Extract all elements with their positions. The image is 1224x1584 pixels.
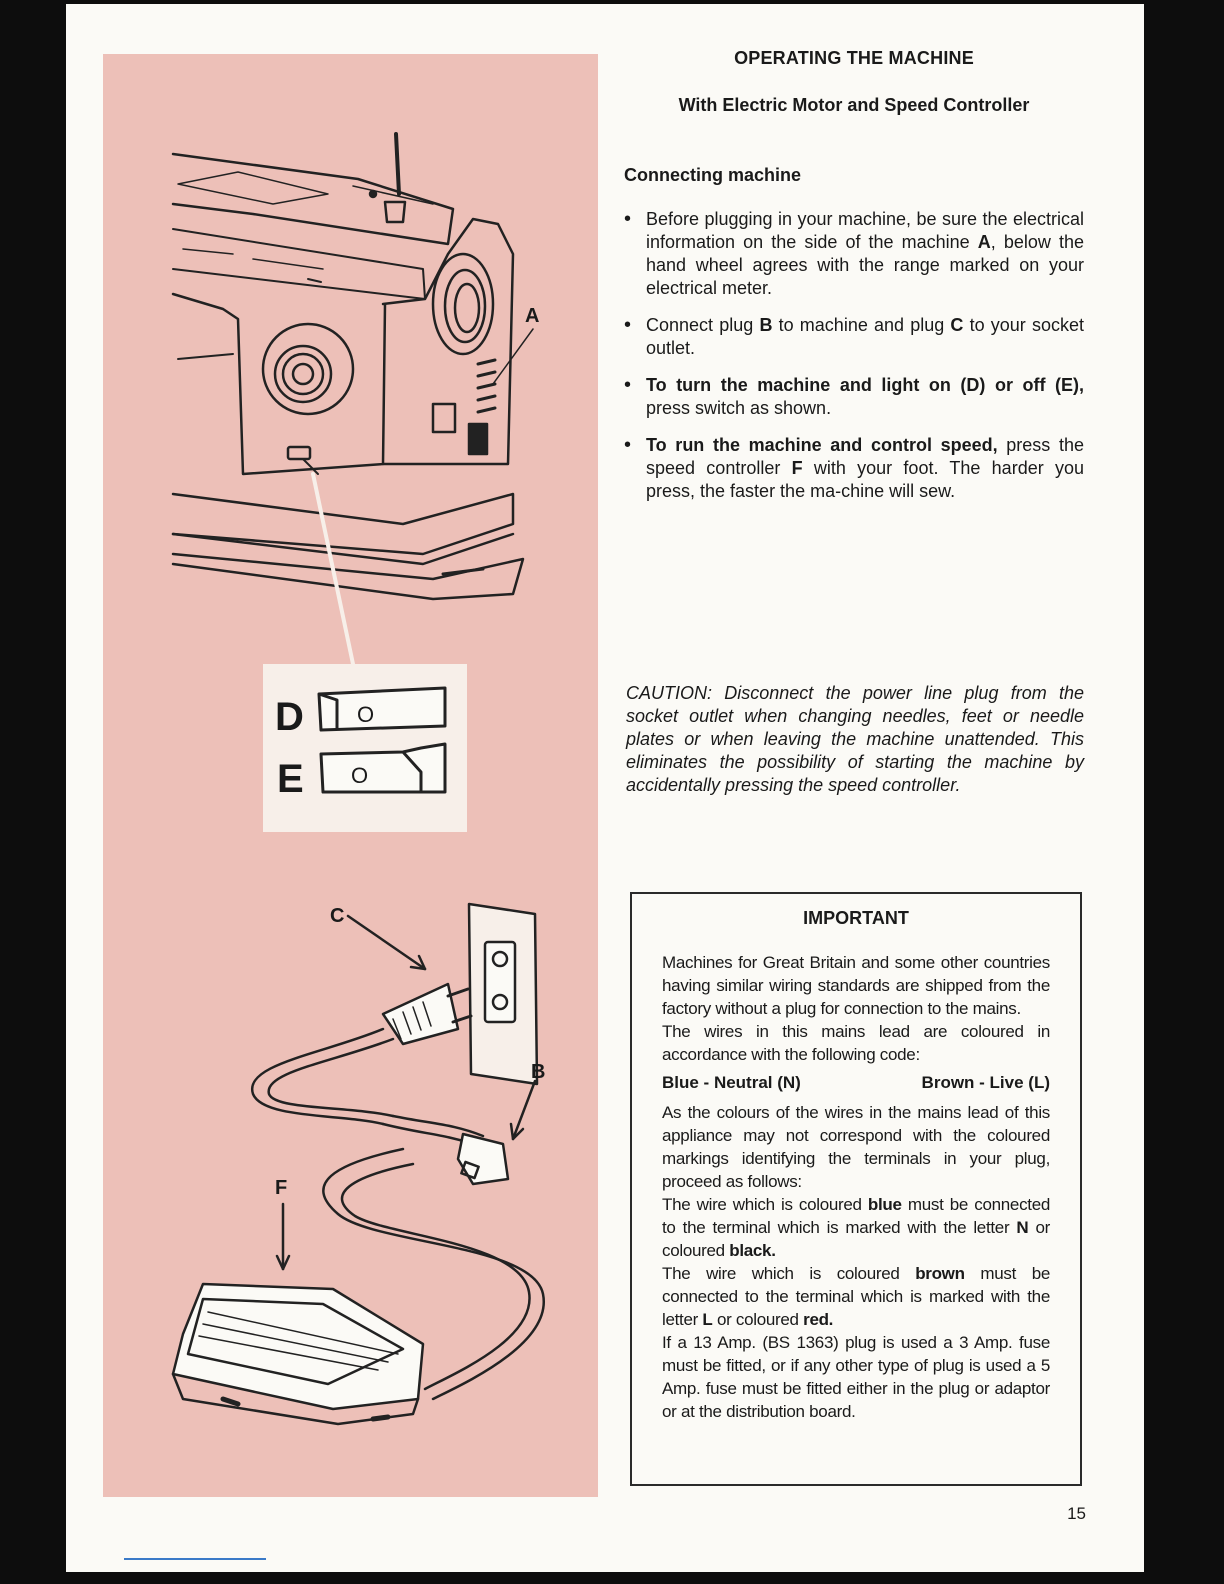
page-number: 15 [1067, 1504, 1086, 1523]
important-box [630, 892, 1082, 1486]
machine-front-panel [173, 294, 385, 474]
code-neutral: Blue - Neutral (N) [662, 1073, 801, 1092]
list-item: • To run the machine and control speed, press the speed controller F with your foot. The harder you press, the faster the ma-chine will sew. [622, 434, 1084, 503]
label-c: C [330, 905, 345, 927]
power-cord [252, 1029, 383, 1124]
list-item: • Connect plug B to machine and plug C to your socket outlet. [622, 314, 1084, 360]
list-item: • Before plugging in your machine, be sure the electrical information on the side of the machine A, below the hand wheel agrees with the range marked on your electrical meter. [622, 208, 1084, 300]
label-b: B [531, 1061, 546, 1083]
instruction-list [622, 208, 1084, 517]
important-title: IMPORTANT [803, 908, 909, 928]
illustration-panel [103, 54, 598, 1497]
important-paragraph: The wire which is coloured brown must be connected to the terminal which is marked with the letter L or coloured red. [662, 1264, 1051, 1329]
list-item: • To turn the machine and light on (D) or off (E), press switch as shown. [622, 374, 1084, 420]
important-paragraph: The wire which is coloured blue must be connected to the terminal which is marked with the letter N or coloured black. [662, 1195, 1051, 1260]
switch-e-mark: O [351, 763, 369, 788]
plug-b [458, 1134, 508, 1184]
page-title: OPERATING THE MACHINE [734, 48, 974, 68]
important-paragraph: The wires in this mains lead are coloured in accordance with the following code: [662, 1022, 1050, 1064]
label-a: A [525, 305, 540, 327]
label-d: D [275, 695, 304, 739]
machine-base [173, 494, 513, 554]
sewing-machine-illustration [103, 54, 598, 1497]
page-subtitle: With Electric Motor and Speed Controller [678, 95, 1030, 115]
switch-d-mark: O [357, 702, 375, 727]
light-switch [288, 447, 310, 459]
manual-page [66, 4, 1144, 1572]
machine-side-panel [383, 219, 513, 464]
section-heading: Connecting machine [624, 165, 802, 185]
code-live: Brown - Live (L) [921, 1073, 1050, 1092]
label-e: E [277, 757, 304, 801]
caution-note: CAUTION: Disconnect the power line plug from the socket outlet when changing needles, feet or needle plates or when leaving the machine unattended. This eliminates the possibility of starting the machine by accidentally pressing the speed controller. [626, 683, 1084, 795]
important-paragraph: Machines for Great Britain and some other countries having similar wiring standards are shipped from the factory without a plug for connection to the mains. [662, 953, 1050, 1018]
wire-color-code [662, 1073, 1050, 1093]
plug-c [383, 984, 458, 1044]
important-paragraph: As the colours of the wires in the mains lead of this appliance may not correspond with the coloured markings identifying the terminals in your plug, proceed as follows: [662, 1103, 1050, 1191]
label-f: F [275, 1177, 288, 1199]
footer-divider [124, 1558, 266, 1560]
important-paragraph: If a 13 Amp. (BS 1363) plug is used a 3 Amp. fuse must be fitted, or if any other type of plug is used a 5 Amp. fuse must be fitted either in the plug or adaptor or at the distribution board. [662, 1333, 1050, 1421]
switch-inset [263, 664, 467, 832]
